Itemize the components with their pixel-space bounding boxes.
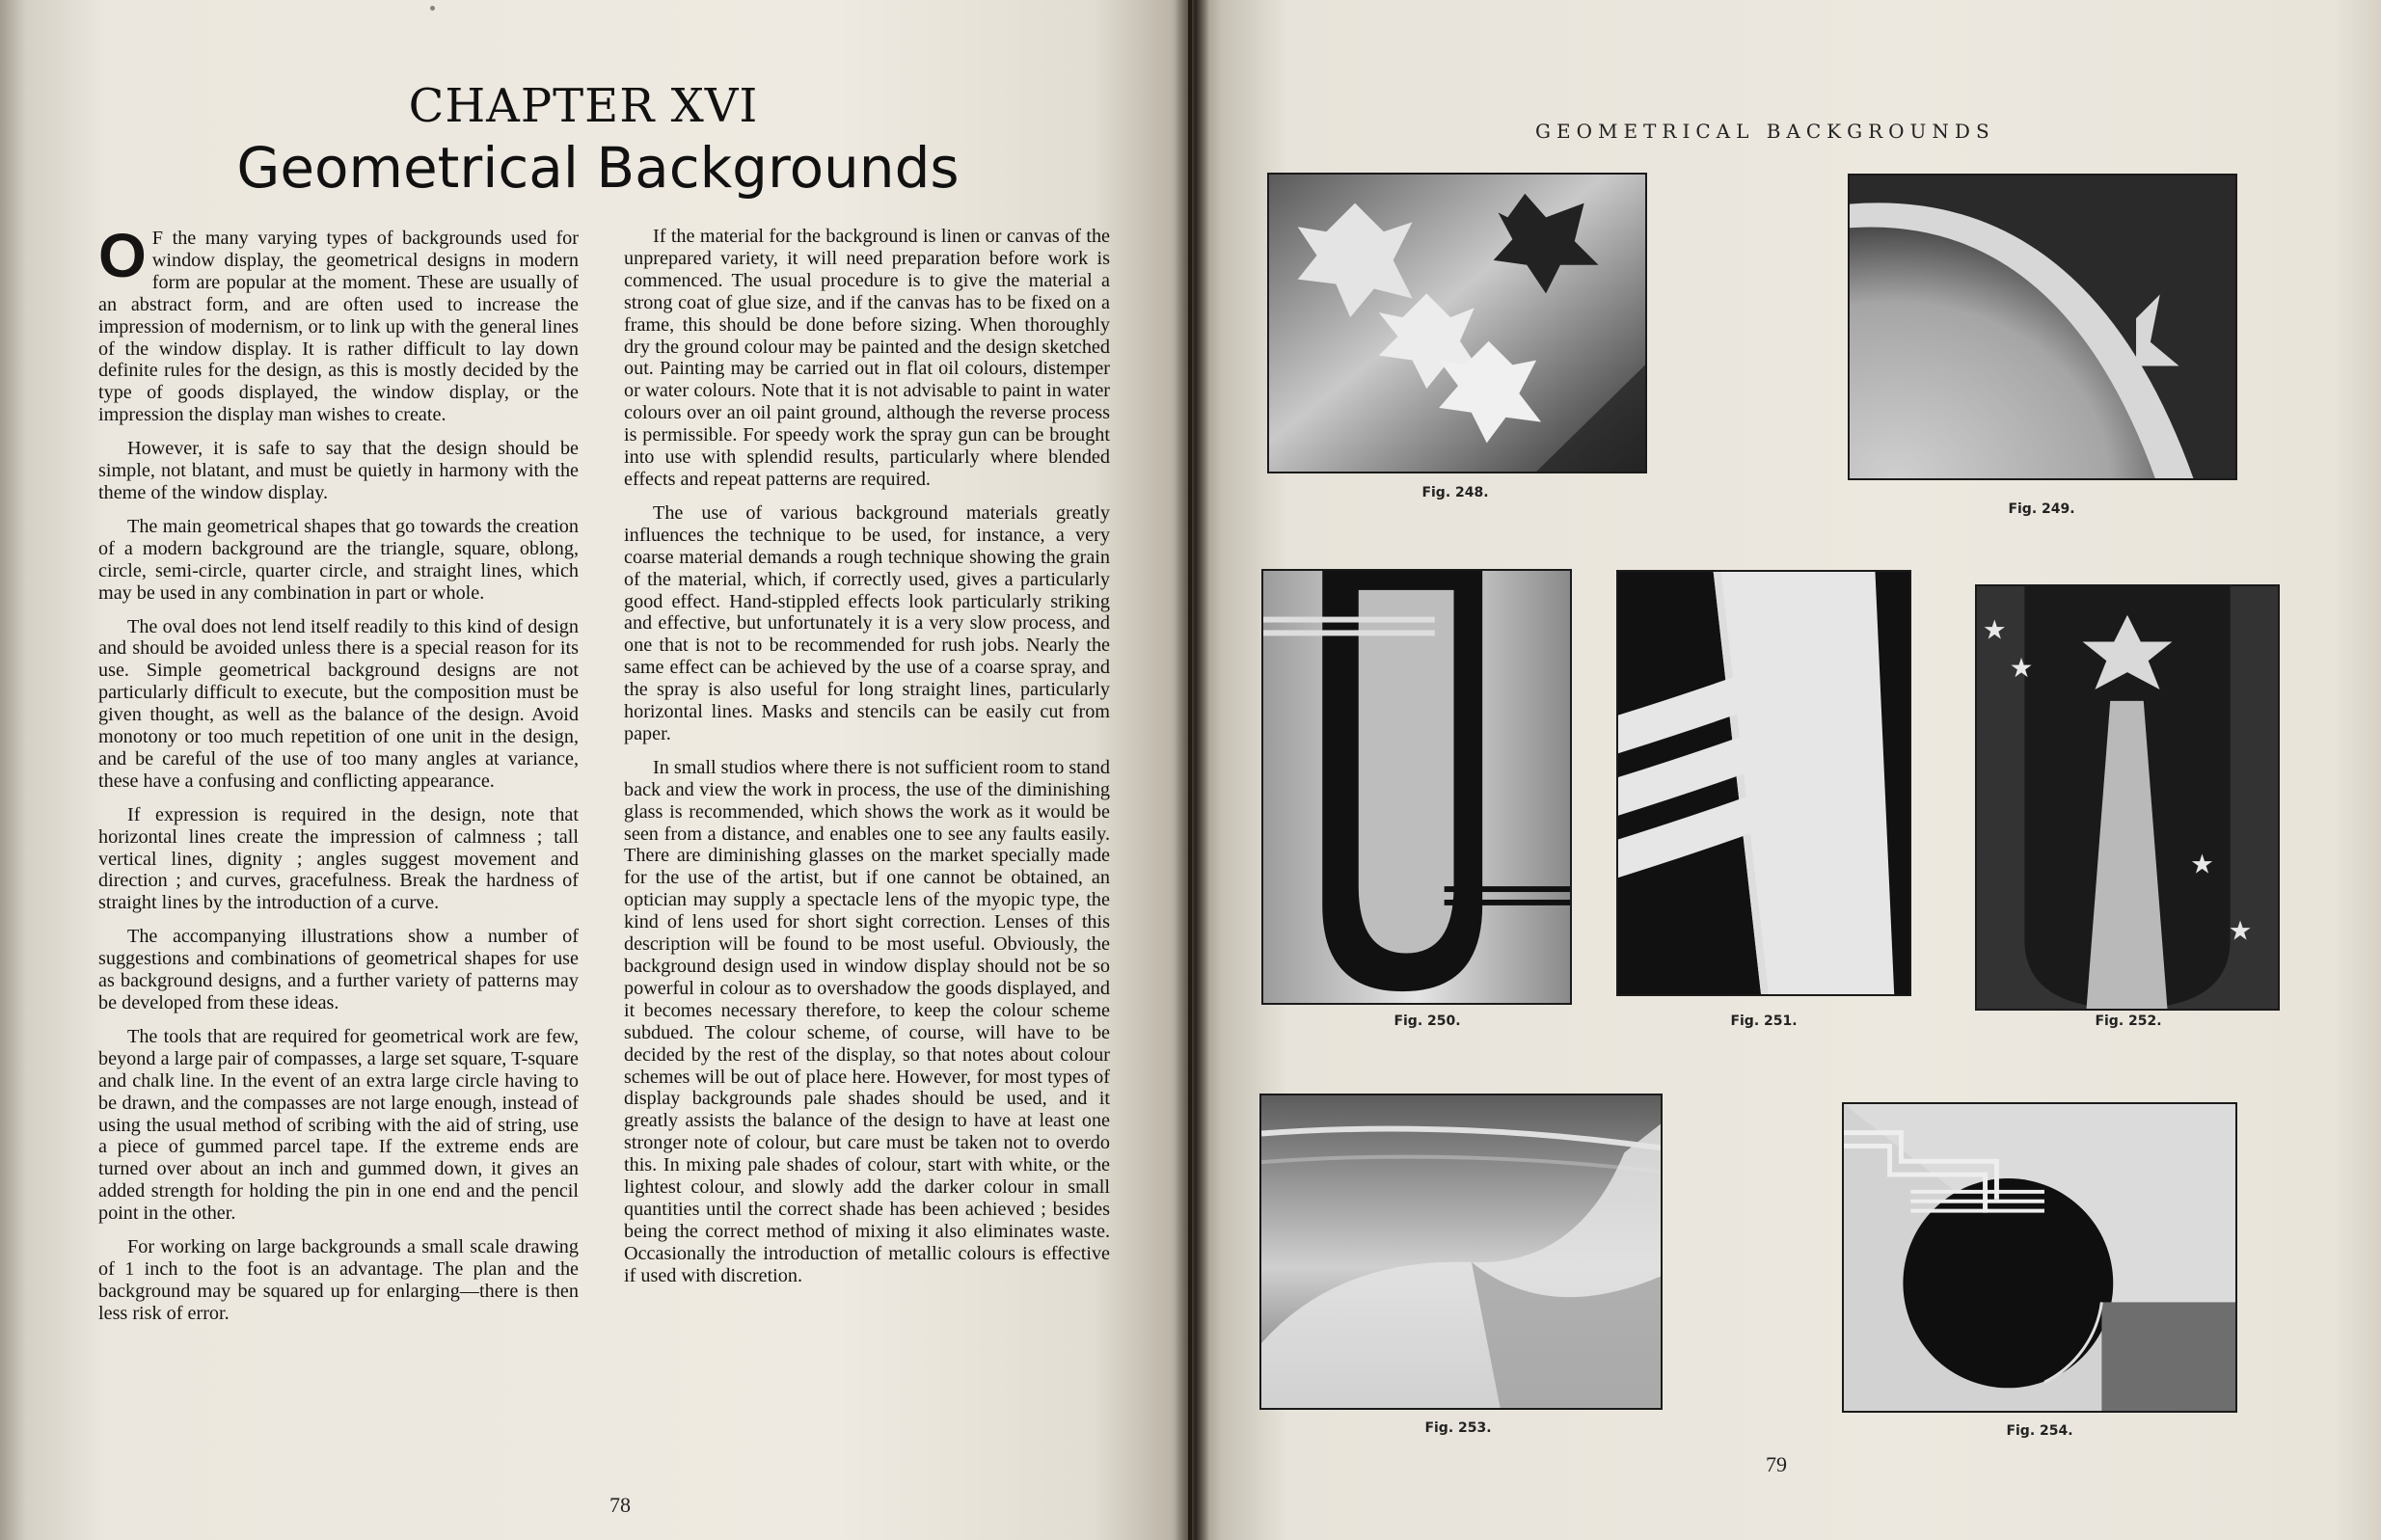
figure-254-illustration (1844, 1104, 2235, 1411)
caption-fig-248: Fig. 248. (1421, 485, 1489, 500)
figure-251 (1616, 570, 1911, 996)
speck (430, 6, 435, 11)
paragraph: In small studios where there is not sufficient room to stand back and view the work in process, the use of the diminishing glass is recommended, which shows the work as it would be seen from a distance, and enables one to see any faults easily. There are diminishing glasses on the market specially made for the use of the artist, but if one cannot be obtained, an optician may supply a spectacle lens of the myopic type, the kind of lens used for short sight correction. Lenses of this description will be found to be most useful. Obviously, the background design used in window display should not be so powerful in colour as to overshadow the goods displayed, and it becomes necessary therefore, to keep the colour scheme subdued. The colour scheme, of course, will have to be decided by the rest of the display, so that notes about colour schemes will be out of place here. However, for most types of display backgrounds pale shades should be used, and it greatly assists the balance of the design to have at least one stronger note of colour, but care must be taken not to overdo this. In mixing pale shades of colour, start with white, or the lightest colour, and slowly add the darker colour in small quantities until the correct shade has been achieved ; besides being the correct method of mixing it also eliminates waste. Occasionally the introduction of metallic colours is effective if used with discretion. (624, 756, 1110, 1286)
text-column-left (98, 221, 579, 1337)
paragraph: The use of various background materials greatly influences the technique to be used, for instance, a very coarse material demands a rough technique showing the grain of the material, which, if correctly used, gives a particularly good effect. Hand-stippled effects look particularly striking and effective, but unfortunately it is a very slow process, and one that is not to be recommended for rush jobs. Nearly the same effect can be achieved by the use of a coarse spray, and the spray is also useful for long straight lines, particularly horizontal lines. Masks and stencils can be easily cut from paper. (624, 501, 1110, 744)
left-page (0, 0, 1188, 1540)
running-head: GEOMETRICAL BACKGROUNDS (1535, 120, 1995, 143)
figure-250-illustration (1263, 571, 1570, 1003)
paragraph: If the material for the background is linen or canvas of the unprepared variety, it will need preparation before work is commenced. The usual procedure is to give the material a strong coat of glue size, and if the canvas has to be fixed on a frame, this should be done before sizing. When thoroughly dry the ground colour may be painted and the design sketched out. Painting may be carried out in flat oil colours, distemper or water colours. Note that it is not advisable to paint in water colours over an oil paint ground, although the reverse process is permissible. For speedy work the spray gun can be brought into use with splendid results, particularly where blended effects and repeat patterns are required. (624, 226, 1110, 490)
caption-fig-249: Fig. 249. (2008, 501, 2075, 517)
figure-254 (1842, 1102, 2237, 1413)
paragraph: If expression is required in the design, note that horizontal lines create the impression of calmness ; tall vertical lines, dignity ; angles suggest movement and direction ; and curves, gracefulness. Break the hardness of straight lines by the introduction of a curve. (98, 803, 579, 914)
chapter-title: Geometrical Backgrounds (236, 135, 960, 201)
svg-text:★: ★ (2190, 848, 2214, 880)
caption-fig-253: Fig. 253. (1424, 1420, 1492, 1436)
figure-249-illustration (1850, 176, 2235, 478)
caption-fig-254: Fig. 254. (2006, 1423, 2073, 1439)
caption-fig-251: Fig. 251. (1730, 1013, 1798, 1029)
svg-text:★: ★ (2228, 914, 2253, 947)
paragraph: The oval does not lend itself readily to this kind of design and should be avoided unless there is a special reason for its use. Simple geometrical background designs are not particularly difficult to execute, but the composition must be given thought, as well as the balance of the design. Avoid monotony or too much repetition of one unit in the design, and be careful of the use of too many angles at variance, these have a confusing and conflicting appearance. (98, 615, 579, 792)
paragraph: The tools that are required for geometrical work are few, beyond a large pair of compasses, a large set square, T-square and chalk line. In the event of an extra large circle having to be drawn, and the compasses are not large enough, instead of using the usual method of scribing with the aid of string, use a piece of gummed parcel tape. If the extreme ends are turned over about an inch and gummed down, it gives an added strength for holding the pin in one end and the pencil point in the other. (98, 1025, 579, 1225)
figure-251-illustration (1618, 572, 1909, 994)
figure-249 (1848, 174, 2237, 480)
paragraph: The accompanying illustrations show a number of suggestions and combinations of geometrical shapes for use as background designs, and a further variety of patterns may be developed from these ideas. (98, 926, 579, 1013)
svg-text:★: ★ (2009, 652, 2034, 685)
figure-253 (1259, 1094, 1663, 1410)
caption-fig-250: Fig. 250. (1393, 1013, 1461, 1029)
svg-text:★: ★ (1982, 613, 2007, 646)
right-page (1192, 0, 2381, 1540)
figure-250 (1261, 569, 1572, 1005)
page-number-right: 79 (1766, 1452, 1787, 1476)
figure-248 (1267, 173, 1647, 473)
paragraph: However, it is safe to say that the design should be simple, not blatant, and must be quietly in harmony with the theme of the window display. (98, 438, 579, 503)
chapter-label: CHAPTER XVI (408, 79, 759, 133)
figure-252-illustration (1977, 586, 2278, 1009)
page-number-left: 78 (609, 1493, 631, 1517)
figure-248-illustration (1269, 175, 1645, 472)
figure-252 (1975, 584, 2280, 1011)
figure-253-illustration (1261, 1095, 1661, 1408)
paragraph: O F the many varying types of backgrounds used for window display, the geometrical designs in modern form are popular at the moment. These are usually of an abstract form, and are often used to increase the impression of modernism, or to link up with the general lines of the window display. It is rather difficult to lay down definite rules for the design, as this is mostly decided by the type of goods displayed, the window display, or the impression the display man wishes to create. (98, 221, 579, 426)
text-column-right (624, 226, 1110, 1299)
paragraph: The main geometrical shapes that go towards the creation of a modern background are the triangle, square, oblong, circle, semi-circle, quarter circle, and straight lines, which may be used in any combination in part or whole. (98, 515, 579, 604)
book-gutter (1175, 0, 1209, 1540)
caption-fig-252: Fig. 252. (2095, 1013, 2162, 1029)
drop-cap: O (98, 221, 147, 290)
paragraph: For working on large backgrounds a small scale drawing of 1 inch to the foot is an advantage. The plan and the background may be squared up for enlarging—there is then less risk of error. (98, 1236, 579, 1324)
